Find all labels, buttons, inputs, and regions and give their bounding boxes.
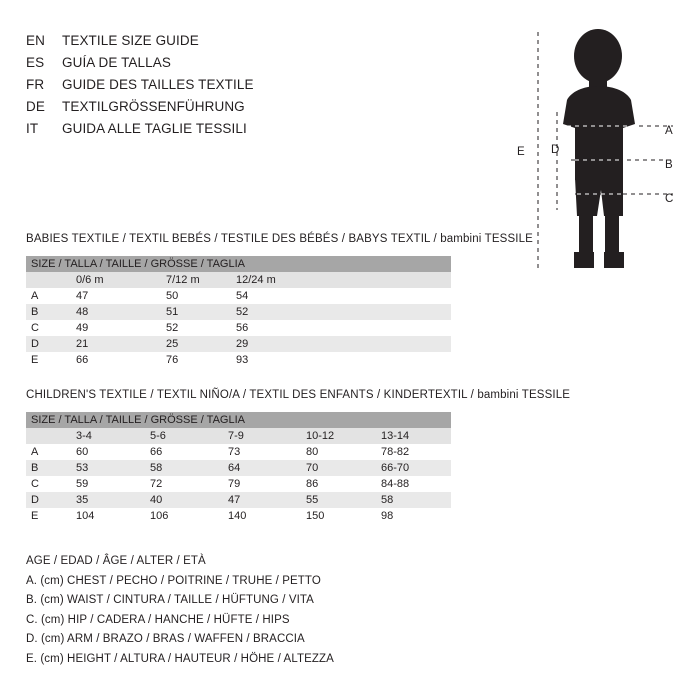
title-text-fr: GUIDE DES TAILLES TEXTILE	[62, 77, 254, 92]
table-row	[26, 492, 451, 508]
babies-col-0	[26, 272, 76, 288]
children-col-4: 10-12	[306, 428, 381, 444]
table-header-band	[26, 256, 451, 272]
children-col-3: 7-9	[228, 428, 306, 444]
lang-code-fr: FR	[26, 77, 45, 92]
children-cell-a-0: 60	[76, 444, 150, 460]
babies-cell-e-2: 93	[236, 352, 451, 368]
children-cell-c-4: 84-88	[381, 476, 451, 492]
children-size-table	[26, 412, 451, 524]
figure-label-a: A	[665, 125, 673, 137]
children-cell-c-0: 59	[76, 476, 150, 492]
babies-section-title: BABIES TEXTILE / TEXTIL BEBÉS / TESTILE DES BÉBÉS / BABYS TEXTIL / bambini TESSILE	[26, 233, 534, 245]
children-col-5: 13-14	[381, 428, 451, 444]
babies-row-key-c: C	[26, 320, 76, 336]
table-row	[26, 352, 451, 368]
babies-cell-b-0: 48	[76, 304, 166, 320]
babies-col-1: 0/6 m	[76, 272, 166, 288]
measurement-legend	[26, 552, 586, 669]
lang-code-it: IT	[26, 121, 39, 136]
title-text-es: GUÍA DE TALLAS	[62, 55, 171, 70]
children-row-key-c: C	[26, 476, 76, 492]
children-row-key-a: A	[26, 444, 76, 460]
babies-cell-c-2: 56	[236, 320, 451, 336]
babies-cell-b-2: 52	[236, 304, 451, 320]
header-titles	[26, 33, 486, 143]
title-text-de: TEXTILGRÖSSENFÜHRUNG	[62, 99, 245, 114]
children-cell-e-2: 140	[228, 508, 306, 524]
children-cell-d-4: 58	[381, 492, 451, 508]
table-column-headers	[26, 428, 451, 444]
babies-row-key-a: A	[26, 288, 76, 304]
children-cell-a-1: 66	[150, 444, 228, 460]
lang-code-en: EN	[26, 33, 45, 48]
babies-cell-d-0: 21	[76, 336, 166, 352]
children-cell-b-4: 66-70	[381, 460, 451, 476]
children-section-title: CHILDREN'S TEXTILE / TEXTIL NIÑO/A / TEXTIL DES ENFANTS / KINDERTEXTIL / bambini TESSILE	[26, 389, 571, 401]
title-row-en	[26, 33, 486, 55]
children-row-key-e: E	[26, 508, 76, 524]
babies-cell-e-1: 76	[166, 352, 236, 368]
children-cell-c-3: 86	[306, 476, 381, 492]
babies-cell-a-0: 47	[76, 288, 166, 304]
children-cell-a-2: 73	[228, 444, 306, 460]
table-row	[26, 444, 451, 460]
children-cell-d-1: 40	[150, 492, 228, 508]
babies-cell-c-0: 49	[76, 320, 166, 336]
babies-cell-c-1: 52	[166, 320, 236, 336]
children-cell-b-2: 64	[228, 460, 306, 476]
legend-row-hip: C. (cm) HIP / CADERA / HANCHE / HÜFTE / HIPS	[26, 613, 290, 626]
children-cell-b-1: 58	[150, 460, 228, 476]
figure-label-b: B	[665, 159, 673, 171]
children-col-2: 5-6	[150, 428, 228, 444]
babies-row-key-b: B	[26, 304, 76, 320]
babies-cell-e-0: 66	[76, 352, 166, 368]
figure-label-e: E	[517, 146, 525, 158]
children-cell-e-0: 104	[76, 508, 150, 524]
children-cell-a-4: 78-82	[381, 444, 451, 460]
children-cell-e-4: 98	[381, 508, 451, 524]
babies-row-key-e: E	[26, 352, 76, 368]
children-cell-b-3: 70	[306, 460, 381, 476]
children-cell-d-2: 47	[228, 492, 306, 508]
babies-cell-b-1: 51	[166, 304, 236, 320]
babies-cell-d-2: 29	[236, 336, 451, 352]
children-col-1: 3-4	[76, 428, 150, 444]
table-header-band	[26, 412, 451, 428]
children-band-label: SIZE / TALLA / TAILLE / GRÖSSE / TAGLIA	[26, 412, 451, 428]
legend-row-height: E. (cm) HEIGHT / ALTURA / HAUTEUR / HÖHE / ALTEZZA	[26, 652, 334, 665]
legend-row-age: AGE / EDAD / ÂGE / ALTER / ETÀ	[26, 555, 206, 567]
title-row-de	[26, 99, 486, 121]
babies-row-key-d: D	[26, 336, 76, 352]
child-silhouette	[563, 29, 635, 268]
table-row	[26, 460, 451, 476]
babies-col-2: 7/12 m	[166, 272, 236, 288]
table-column-headers	[26, 272, 451, 288]
legend-row-waist: B. (cm) WAIST / CINTURA / TAILLE / HÜFTUNG / VITA	[26, 594, 314, 606]
title-text-en: TEXTILE SIZE GUIDE	[62, 33, 199, 48]
table-row	[26, 476, 451, 492]
babies-cell-a-2: 54	[236, 288, 451, 304]
title-row-it	[26, 121, 486, 143]
babies-band-label: SIZE / TALLA / TAILLE / GRÖSSE / TAGLIA	[26, 256, 451, 272]
title-text-it: GUIDA ALLE TAGLIE TESSILI	[62, 121, 247, 136]
children-cell-d-0: 35	[76, 492, 150, 508]
table-row	[26, 288, 451, 304]
babies-cell-d-1: 25	[166, 336, 236, 352]
table-row	[26, 320, 451, 336]
children-col-0	[26, 428, 76, 444]
table-row	[26, 336, 451, 352]
children-cell-b-0: 53	[76, 460, 150, 476]
children-cell-c-1: 72	[150, 476, 228, 492]
lang-code-es: ES	[26, 55, 45, 70]
lang-code-de: DE	[26, 99, 45, 114]
table-row	[26, 304, 451, 320]
legend-row-arm: D. (cm) ARM / BRAZO / BRAS / WAFFEN / BRACCIA	[26, 633, 305, 645]
babies-col-3: 12/24 m	[236, 272, 451, 288]
children-cell-d-3: 55	[306, 492, 381, 508]
babies-size-table	[26, 256, 451, 368]
table-row	[26, 508, 451, 524]
children-cell-e-1: 106	[150, 508, 228, 524]
children-row-key-b: B	[26, 460, 76, 476]
title-row-es	[26, 55, 486, 77]
children-row-key-d: D	[26, 492, 76, 508]
figure-label-c: C	[665, 193, 674, 205]
children-cell-e-3: 150	[306, 508, 381, 524]
title-row-fr	[26, 77, 486, 99]
figure-label-d: D	[551, 144, 560, 156]
legend-row-chest: A. (cm) CHEST / PECHO / POITRINE / TRUHE / PETTO	[26, 574, 321, 587]
children-cell-a-3: 80	[306, 444, 381, 460]
children-cell-c-2: 79	[228, 476, 306, 492]
babies-cell-a-1: 50	[166, 288, 236, 304]
